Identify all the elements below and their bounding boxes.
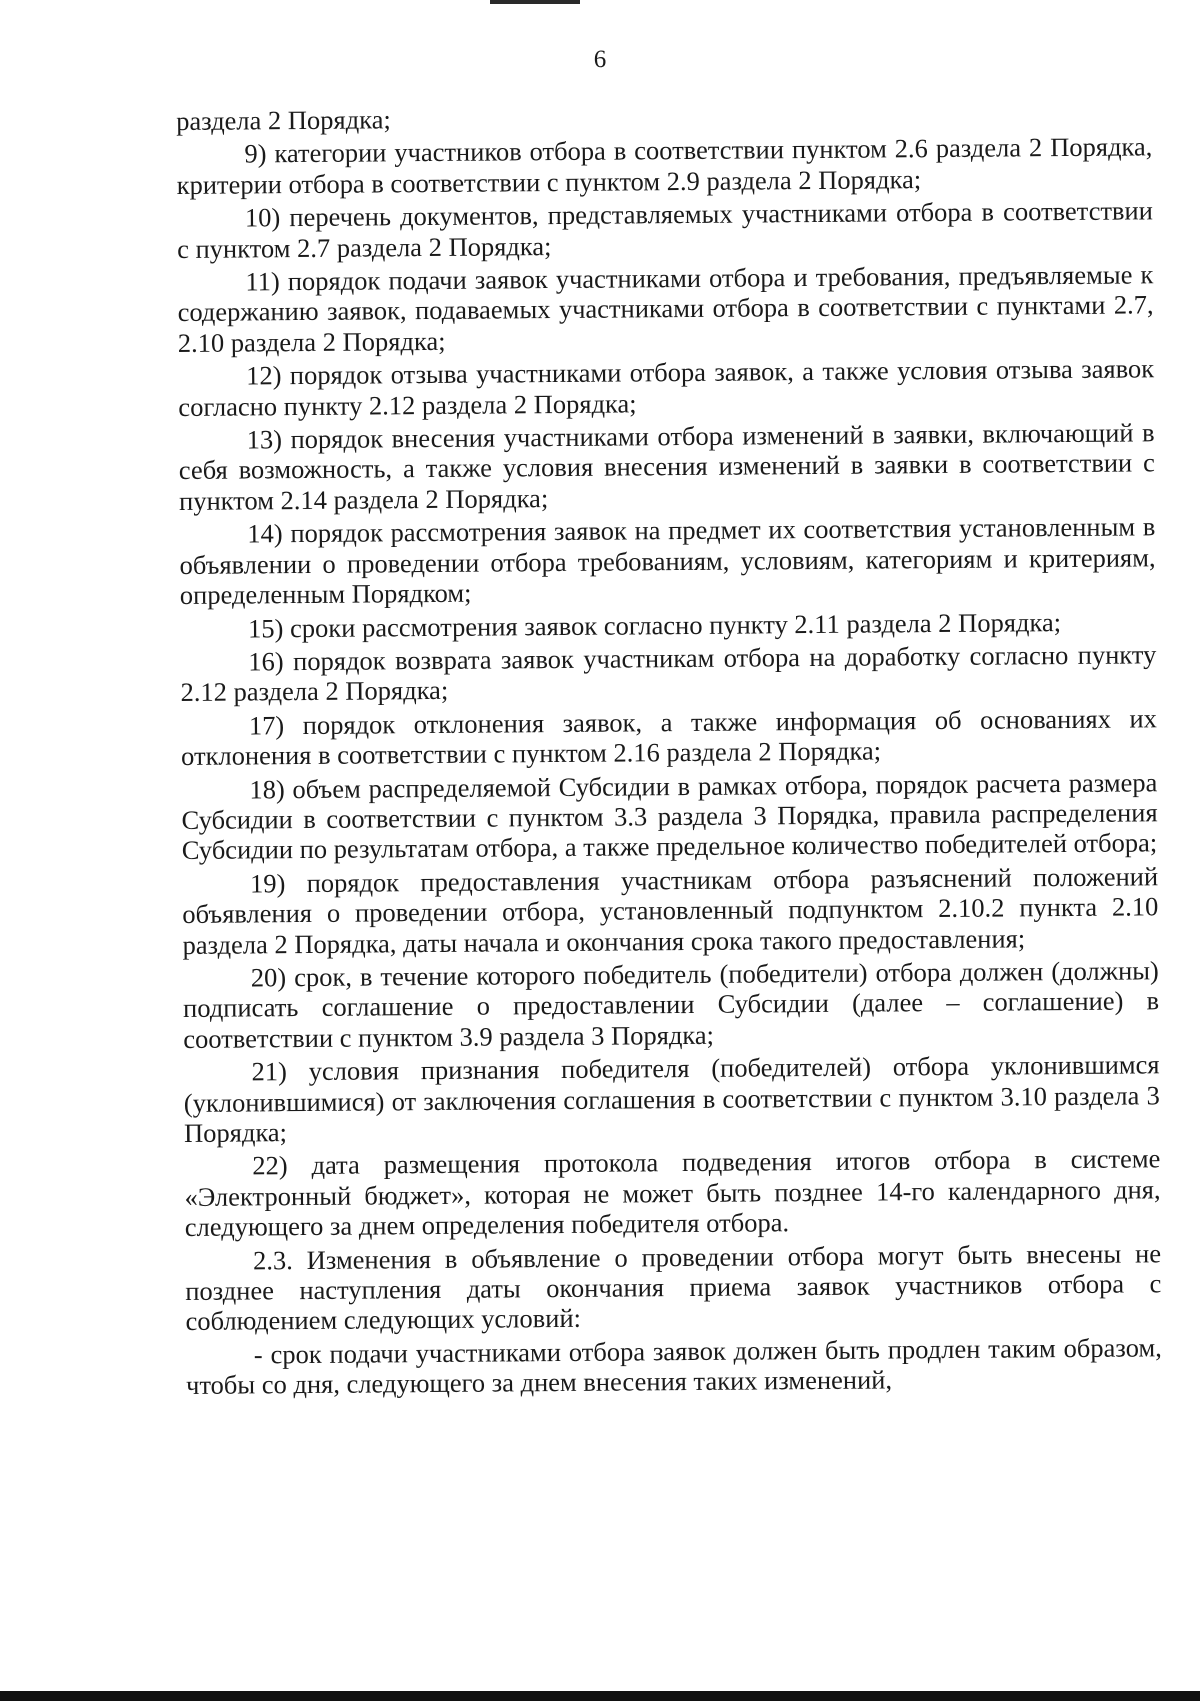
paragraph-item-18: 18) объем распределяемой Субсидии в рамках отбора, порядок расчета размера Субсидии в соответствии с пунктом 3.3 раздела 3 Порядка, правила распределения Субсидии по результатам отбора, а также предельное количество победителей отбора; — [181, 766, 1158, 866]
scan-mark — [490, 0, 580, 4]
scan-edge — [0, 1691, 1200, 1701]
paragraph-item-17: 17) порядок отклонения заявок, а также информация об основаниях их отклонения в соответствии с пунктом 2.16 раздела 2 Порядка; — [180, 703, 1157, 772]
paragraph-item-9: 9) категории участников отбора в соответствии пунктом 2.6 раздела 2 Порядка, критерии отбора в соответствии с пунктом 2.9 раздела 2 Порядка; — [176, 131, 1153, 200]
page-number: 6 — [593, 46, 607, 73]
paragraph-item-11: 11) порядок подачи заявок участниками отбора и требования, предъявляемые к содержанию заявок, подаваемых участниками отбора в соответствии с пунктами 2.7, 2.10 раздела 2 Порядка; — [177, 259, 1154, 358]
paragraph-item-22: 22) дата размещения протокола подведения итогов отбора в системе «Электронный бюджет», которая не может быть позднее 14-го календарного дня, следующего за днем определения победителя отбора. — [184, 1143, 1161, 1243]
paragraph: раздела 2 Порядка; — [176, 104, 391, 136]
paragraph-item-16: 16) порядок возврата заявок участникам отбора на доработку согласно пункту 2.12 раздела 2 Порядка; — [180, 639, 1157, 708]
paragraph-item-21: 21) условия признания победителя (победителей) отбора уклонившимся (уклонившимися) от заключения соглашения в соответствии с пунктом 3.10 раздела 3 Порядка; — [183, 1049, 1160, 1148]
paragraph-item-19: 19) порядок предоставления участникам отбора разъяснений положений объявления о проведении отбора, установленный подпунктом 2.10.2 пункта 2.10 раздела 2 Порядка, даты начала и окончания срока такого предоставления; — [182, 861, 1159, 960]
paragraph-item-15: 15) сроки рассмотрения заявок согласно пункту 2.11 раздела 2 Порядка; — [247, 606, 1062, 643]
paragraph-item-10: 10) перечень документов, представляемых участниками отбора в соответствии с пунктом 2.7 раздела 2 Порядка; — [177, 195, 1153, 264]
paragraph-item-20: 20) срок, в течение которого победитель (победители) отбора должен (должны) подписать соглашение о предоставлении Субсидии (далее – соглашение) в соответствии с пунктом 3.9 раздела 3 Порядка; — [182, 955, 1160, 1054]
paragraph-item-12: 12) порядок отзыва участниками отбора заявок, а также условия отзыва заявок согласно пункту 2.12 раздела 2 Порядка; — [178, 353, 1155, 422]
paragraph-section-2-3: 2.3. Изменения в объявление о проведении отбора могут быть внесены не позднее наступления даты окончания приема заявок участников отбора с соблюдением следующих условий: — [185, 1237, 1162, 1337]
paragraph-item-13: 13) порядок внесения участниками отбора изменений в заявки, включающий в себя возможность, а также условия внесения изменений в заявки в соответствии с пунктом 2.14 раздела 2 Порядка; — [178, 417, 1155, 516]
paragraph-item-14: 14) порядок рассмотрения заявок на предмет их соответствия установленным в объявлении о проведении отбора требованиям, условиям, категориям и критериям, определенным Порядком; — [179, 511, 1156, 611]
document-body — [176, 98, 1162, 1403]
paragraph-condition: - срок подачи участниками отбора заявок должен быть продлен таким образом, чтобы со дня, следующего за днем внесения таких изменений, — [185, 1332, 1162, 1401]
